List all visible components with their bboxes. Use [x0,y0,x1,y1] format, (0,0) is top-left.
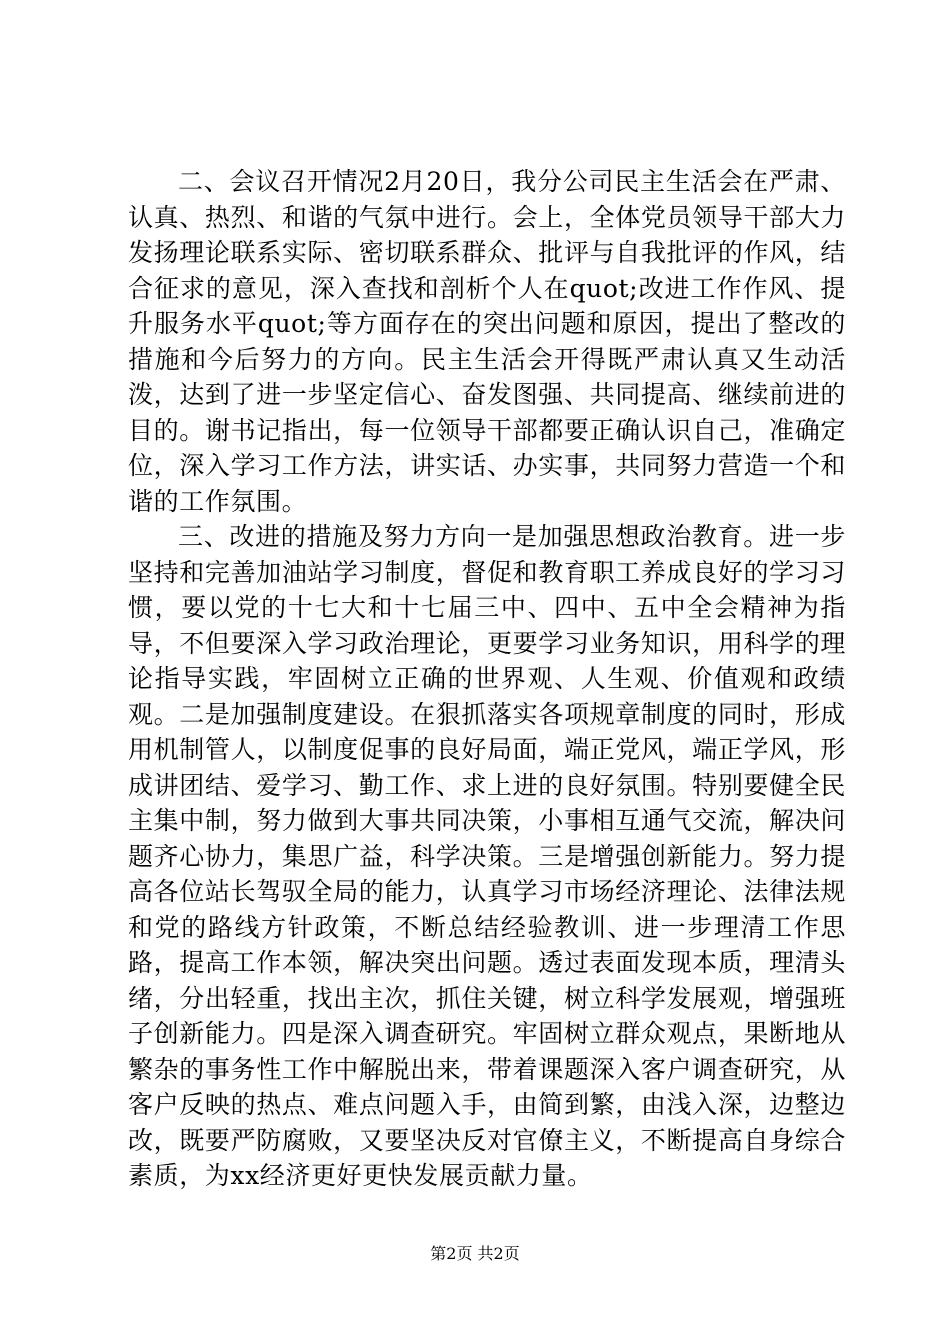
paragraph-meeting-situation: 二、会议召开情况2月20日，我分公司民主生活会在严肃、认真、热烈、和谐的气氛中进行。会上，全体党员领导干部大力发扬理论联系实际、密切联系群众、批评与自我批评的作风，结合征求的意见，深入查找和剖析个人在quot;改进工作作风、提升服务水平quot;等方面存在的突出问题和原因，提出了整改的措施和今后努力的方向。民主生活会开得既严肃认真又生动活泼，达到了进一步坚定信心、奋发图强、共同提高、继续前进的目的。谢书记指出，每一位领导干部都要正确认识自己，准确定位，深入学习工作方法，讲实话、办实事，共同努力营造一个和谐的工作氛围。 [128,167,846,516]
paragraph-improvement-measures: 三、改进的措施及努力方向一是加强思想政治教育。进一步坚持和完善加油站学习制度，督促和教育职工养成良好的学习习惯，要以党的十七大和十七届三中、四中、五中全会精神为指导，不但要深入学习政治理论，更要学习业务知识，用科学的理论指导实践，牢固树立正确的世界观、人生观、价值观和政绩观。二是加强制度建设。在狠抓落实各项规章制度的同时，形成用机制管人，以制度促事的良好局面，端正党风，端正学风，形成讲团结、爱学习、勤工作、求上进的良好氛围。特别要健全民主集中制，努力做到大事共同决策，小事相互通气交流，解决问题齐心协力，集思广益，科学决策。三是增强创新能力。努力提高各位站长驾驭全局的能力，认真学习市场经济理论、法律法规和党的路线方针政策，不断总结经验教训、进一步理清工作思路，提高工作本领，解决突出问题。透过表面发现本质，理清头绪，分出轻重，找出主次，抓住关键，树立科学发展观，增强班子创新能力。四是深入调查研究。牢固树立群众观点，果断地从繁杂的事务性工作中解脱出来，带着课题深入客户调查研究，从客户反映的热点、难点问题入手，由简到繁，由浅入深，边整边改，既要严防腐败，又要坚决反对官僚主义，不断提高自身综合素质，为xx经济更好更快发展贡献力量。 [128,522,846,1190]
page-footer-number: 第2页 共2页 [430,1244,520,1263]
document-body [128,164,846,1194]
